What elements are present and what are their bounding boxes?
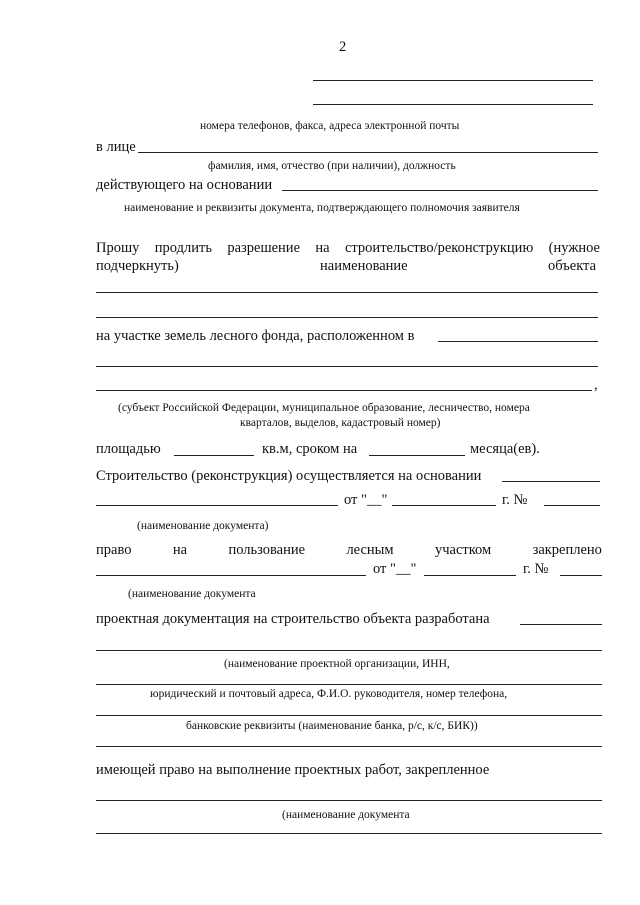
acting-basis-line[interactable]	[282, 190, 598, 191]
basis-date-from: от "__"	[344, 492, 388, 508]
rights-line[interactable]	[96, 800, 602, 801]
in-person-line[interactable]	[138, 152, 598, 153]
request-line	[96, 241, 600, 256]
request-word: на	[315, 240, 330, 256]
plot-location-label: на участке земель лесного фонда, расположенном в	[96, 328, 415, 344]
org-caption-3: банковские реквизиты (наименование банка, р/с, к/с, БИК))	[186, 720, 478, 732]
request-word: Прошу	[96, 240, 140, 256]
plot-location-line[interactable]	[438, 341, 598, 342]
object-word: объекта	[548, 258, 597, 274]
right-word: участком	[434, 542, 492, 558]
fio-caption: фамилия, имя, отчество (при наличии), должность	[208, 160, 456, 172]
right-date-from: от "__"	[373, 561, 417, 577]
right-word: пользование	[228, 542, 306, 558]
request-word: строительство/реконструкцию	[344, 240, 534, 256]
term-field[interactable]	[369, 455, 465, 456]
area-label: площадью	[96, 441, 161, 457]
basis-year-no: г. №	[502, 492, 528, 508]
project-org-line-4[interactable]	[96, 746, 602, 747]
page-number: 2	[339, 39, 347, 55]
request-word: разрешение	[227, 240, 300, 256]
basis-line[interactable]	[502, 481, 600, 482]
right-word: лесным	[346, 542, 394, 558]
project-doc-line[interactable]	[520, 624, 602, 625]
location-comma: ,	[594, 377, 598, 393]
right-line	[96, 543, 602, 558]
doc-name-caption: (наименование документа)	[137, 520, 269, 532]
project-org-line-2[interactable]	[96, 684, 602, 685]
request-word: продлить	[154, 240, 212, 256]
project-org-line-1[interactable]	[96, 650, 602, 651]
org-caption-1: (наименование проектной организации, ИНН,	[224, 658, 450, 670]
applicant-line-1[interactable]	[313, 80, 593, 81]
right-date-line[interactable]	[424, 575, 516, 576]
object-line-1[interactable]	[96, 292, 598, 293]
area-field[interactable]	[174, 455, 254, 456]
basis-doc-line[interactable]	[96, 505, 338, 506]
doc-name-caption-2: (наименование документа	[128, 588, 256, 600]
object-name-word: наименование	[320, 258, 408, 274]
doc-name-caption-3: (наименование документа	[282, 809, 410, 821]
right-doc-line[interactable]	[96, 575, 366, 576]
rights-doc-line[interactable]	[96, 833, 602, 834]
applicant-line-2[interactable]	[313, 104, 593, 105]
basis-number-line[interactable]	[544, 505, 600, 506]
in-person-label: в лице	[96, 139, 136, 155]
right-number-line[interactable]	[560, 575, 602, 576]
right-word: право	[96, 542, 132, 558]
acting-basis-label: действующего на основании	[96, 177, 273, 193]
contact-caption: номера телефонов, факса, адреса электронной почты	[200, 120, 460, 132]
underline-word: подчеркнуть)	[96, 258, 179, 274]
right-word: на	[172, 542, 188, 558]
area-unit: кв.м, сроком на	[262, 441, 358, 457]
months-label: месяца(ев).	[470, 441, 540, 457]
authority-doc-caption: наименование и реквизиты документа, подтверждающего полномочия заявителя	[124, 202, 520, 214]
basis-label: Строительство (реконструкция) осуществляется на основании	[96, 468, 482, 484]
location-caption-1: (субъект Российской Федерации, муниципальное образование, лесничество, номера	[118, 402, 530, 414]
location-caption-2: кварталов, выделов, кадастровый номер)	[240, 417, 441, 429]
right-year-no: г. №	[523, 561, 549, 577]
org-caption-2: юридический и почтовый адреса, Ф.И.О. руководителя, номер телефона,	[150, 688, 508, 700]
right-word: закреплено	[532, 542, 602, 558]
request-word: (нужное	[548, 240, 600, 256]
rights-label: имеющей право на выполнение проектных работ, закрепленное	[96, 762, 490, 778]
location-line-1[interactable]	[96, 366, 598, 367]
project-org-line-3[interactable]	[96, 715, 602, 716]
object-line-2[interactable]	[96, 317, 598, 318]
basis-date-line[interactable]	[392, 505, 496, 506]
project-doc-label: проектная документация на строительство объекта разработана	[96, 611, 490, 627]
location-line-2[interactable]	[96, 390, 592, 391]
